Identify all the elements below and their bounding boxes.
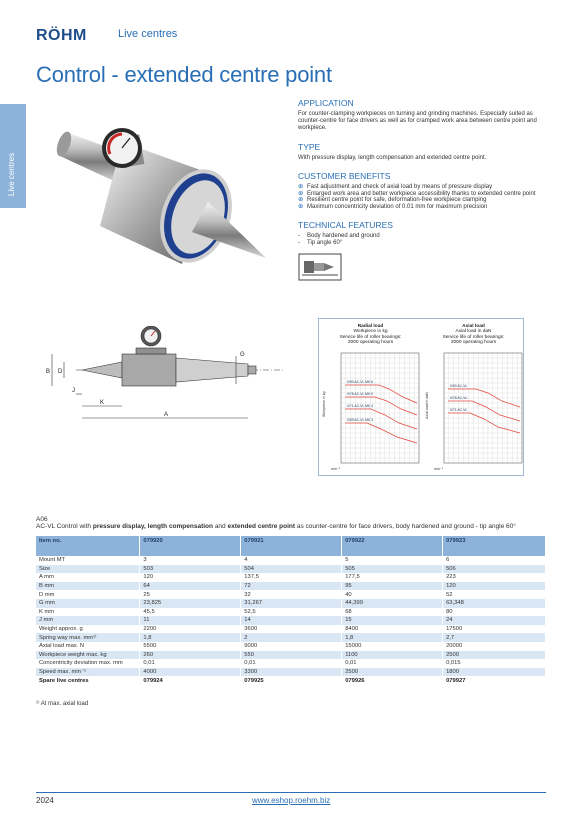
value-cell: 0,01	[342, 659, 443, 668]
table-row	[36, 642, 546, 651]
application-text: For counter-clamping workpieces on turning and grinding machines. Especially suited as counter-centre for face drivers as well as for cramped work area between centre point and workpiece.	[298, 111, 537, 132]
value-cell: 44,399	[342, 599, 443, 608]
row-label-cell: Size	[36, 565, 140, 574]
value-cell: 80	[443, 608, 546, 617]
info-column	[298, 98, 548, 281]
benefit-item: ⊕ Enlarged work area and better workpiece accessibility thanks to extended centre point	[298, 189, 536, 197]
table-row	[36, 608, 546, 617]
svg-text:A: A	[164, 412, 169, 418]
svg-text:0/90 AC-VL MK 6: 0/90 AC-VL MK 6	[347, 380, 374, 384]
row-label-cell: G mm	[36, 599, 140, 608]
radial-chart-note2: 2000 operating hours	[347, 340, 394, 346]
radial-chart-note1: Service life of roller bearings:	[339, 334, 402, 340]
svg-text:D: D	[58, 369, 63, 375]
value-cell: 1,8	[140, 633, 241, 642]
svg-text:0/59 AC-VL MK 3: 0/59 AC-VL MK 3	[347, 418, 374, 422]
header-cell: 079920	[140, 536, 241, 556]
application-heading: APPLICATION	[298, 98, 354, 108]
svg-text:RÖHM: RÖHM	[36, 27, 87, 42]
plus-circle-icon: ⊕	[298, 196, 304, 204]
value-cell: 31,267	[241, 599, 342, 608]
page-title: Control - extended centre point	[36, 62, 332, 87]
plus-circle-icon: ⊕	[298, 203, 304, 211]
axial-chart-sub: Axial load in daN	[455, 329, 492, 335]
value-cell: 550	[241, 651, 342, 660]
table-description: AC-VL Control with pressure display, length compensation and extended centre point as counter-centre for face drivers, body hardened and ground - tip angle 60°	[36, 523, 516, 530]
value-cell: 506	[443, 565, 546, 574]
value-cell: 2	[241, 633, 342, 642]
value-cell: 1,8	[342, 633, 443, 642]
table-row	[36, 651, 546, 660]
svg-text:J: J	[72, 388, 75, 394]
header-cell: 079921	[241, 536, 342, 556]
plus-circle-icon: ⊕	[298, 189, 304, 197]
value-cell: 079925	[241, 676, 342, 685]
header-cell: 079922	[342, 536, 443, 556]
axial-chart-note1: Service life of roller bearings:	[442, 334, 505, 340]
row-label-cell: Axial load max. N	[36, 642, 140, 651]
table-row	[36, 659, 546, 668]
table-row	[36, 676, 546, 685]
type-heading: TYPE	[298, 141, 321, 152]
value-cell: 3300	[241, 668, 342, 677]
load-charts	[318, 318, 524, 476]
svg-text:0/78 AC-VL: 0/78 AC-VL	[450, 396, 468, 400]
value-cell: 079924	[140, 676, 241, 685]
benefit-item: ⊕ Resilient centre point for safe, deformation-free workpiece clamping	[298, 196, 487, 204]
value-cell: 079927	[443, 676, 546, 685]
table-footnote: ¹⁾ At max. axial load	[36, 701, 89, 707]
technical-heading: TECHNICAL FEATURES	[298, 220, 393, 230]
value-cell: 1800	[443, 668, 546, 677]
axial-chart-title: Axial load	[462, 324, 485, 329]
benefit-item: ⊕ Fast adjustment and check of axial load by means of pressure display	[298, 182, 493, 190]
row-label-cell: Spare live centres	[36, 676, 140, 685]
value-cell: 260	[140, 651, 241, 660]
svg-text:0/90 AC-VL: 0/90 AC-VL	[450, 384, 468, 388]
header-category: Live centres	[118, 28, 178, 40]
row-label-cell: Mount MT	[36, 556, 140, 565]
radial-load-chart	[319, 319, 422, 475]
dimension-drawing	[36, 326, 286, 426]
value-cell: 9000	[241, 642, 342, 651]
value-cell: 0,01	[140, 659, 241, 668]
axial-chart-note2: 2000 operating hours	[450, 340, 497, 346]
table-row	[36, 668, 546, 677]
spec-table	[36, 536, 546, 685]
value-cell: 2200	[140, 625, 241, 634]
row-label-cell: Speed max. min⁻¹	[36, 668, 140, 677]
value-cell: 14	[241, 616, 342, 625]
value-cell: 32	[241, 590, 342, 599]
value-cell: 2500	[342, 668, 443, 677]
value-cell: 15000	[342, 642, 443, 651]
svg-text:Axial load in daN: Axial load in daN	[425, 392, 429, 419]
table-row	[36, 565, 546, 574]
svg-text:0/71 AC-VL MK 4: 0/71 AC-VL MK 4	[347, 404, 374, 408]
row-label-cell: Weight approx. g	[36, 625, 140, 634]
benefits-heading: CUSTOMER BENEFITS	[298, 170, 391, 181]
table-row	[36, 556, 546, 565]
side-tab-label: Live centres	[7, 152, 16, 196]
value-cell: 95	[342, 582, 443, 591]
side-tab-live-centres[interactable]	[0, 104, 26, 208]
row-label-cell: J mm	[36, 616, 140, 625]
header-cell: 079923	[443, 536, 546, 556]
value-cell: 6	[443, 556, 546, 565]
footer-divider	[36, 792, 546, 793]
value-cell: 137,5	[241, 573, 342, 582]
value-cell: 15	[342, 616, 443, 625]
value-cell: 504	[241, 565, 342, 574]
value-cell: 23,825	[140, 599, 241, 608]
radial-chart-title: Radial load	[357, 324, 384, 329]
radial-chart-sub: Workpiece in kg	[353, 329, 388, 335]
table-row	[36, 625, 546, 634]
value-cell: 11	[140, 616, 241, 625]
svg-text:K: K	[100, 400, 105, 406]
value-cell: 2500	[443, 651, 546, 660]
benefit-item: ⊕ Maximum concentricity deviation of 0.01 mm for maximum precision	[298, 203, 488, 211]
table-caption	[36, 516, 546, 531]
technical-item: - Body hardened and ground	[298, 233, 380, 239]
axial-load-chart	[422, 319, 525, 475]
value-cell: 17500	[443, 625, 546, 634]
row-label-cell: K mm	[36, 608, 140, 617]
svg-text:G: G	[240, 352, 245, 358]
technical-item: - Tip angle 60°	[298, 240, 343, 246]
value-cell: 72	[241, 582, 342, 591]
value-cell: 0,01	[241, 659, 342, 668]
table-row	[36, 582, 546, 591]
value-cell: 4000	[140, 668, 241, 677]
value-cell: 3	[140, 556, 241, 565]
plus-circle-icon: ⊕	[298, 182, 304, 190]
value-cell: 079926	[342, 676, 443, 685]
value-cell: 45,5	[140, 608, 241, 617]
svg-text:min⁻¹: min⁻¹	[434, 467, 443, 471]
value-cell: 64	[140, 582, 241, 591]
row-label-cell: Concentricity deviation max. mm	[36, 659, 140, 668]
value-cell: 1100	[342, 651, 443, 660]
value-cell: 24	[443, 616, 546, 625]
value-cell: 63,348	[443, 599, 546, 608]
svg-text:min⁻¹: min⁻¹	[331, 467, 340, 471]
header-cell: Item no.	[36, 536, 140, 556]
value-cell: 52,5	[241, 608, 342, 617]
value-cell: 0,015	[443, 659, 546, 668]
shop-link[interactable]: www.eshop.roehm.biz	[252, 796, 331, 805]
page-number: 2024	[36, 796, 54, 805]
table-row	[36, 616, 546, 625]
table-code: A06	[36, 516, 48, 523]
value-cell: 120	[443, 582, 546, 591]
value-cell: 505	[342, 565, 443, 574]
row-label-cell: B mm	[36, 582, 140, 591]
svg-text:Workpiece in kg: Workpiece in kg	[322, 391, 326, 417]
row-label-cell: D mm	[36, 590, 140, 599]
value-cell: 5500	[140, 642, 241, 651]
table-row	[36, 599, 546, 608]
value-cell: 20000	[443, 642, 546, 651]
value-cell: 5	[342, 556, 443, 565]
value-cell: 2,7	[443, 633, 546, 642]
value-cell: 503	[140, 565, 241, 574]
value-cell: 68	[342, 608, 443, 617]
value-cell: 120	[140, 573, 241, 582]
value-cell: 4	[241, 556, 342, 565]
benefits-list	[298, 184, 548, 211]
value-cell: 8400	[342, 625, 443, 634]
value-cell: 177,5	[342, 573, 443, 582]
table-header-row	[36, 536, 546, 556]
svg-text:0/71 AC-VL: 0/71 AC-VL	[450, 408, 468, 412]
svg-text:0/78 AC-VL MK 5: 0/78 AC-VL MK 5	[347, 392, 374, 396]
value-cell: 3600	[241, 625, 342, 634]
value-cell: 25	[140, 590, 241, 599]
type-text: With pressure display, length compensation and extended centre point.	[298, 154, 487, 161]
table-row	[36, 633, 546, 642]
value-cell: 52	[443, 590, 546, 599]
roehm-logo	[36, 26, 100, 42]
row-label-cell: Workpiece weight max. kg	[36, 651, 140, 660]
table-row	[36, 573, 546, 582]
technical-list	[298, 233, 548, 247]
row-label-cell: A mm	[36, 573, 140, 582]
centre-point-icon	[298, 253, 342, 281]
table-row	[36, 590, 546, 599]
row-label-cell: Spring way max. mm¹⁾	[36, 633, 140, 642]
product-image	[56, 92, 280, 282]
value-cell: 40	[342, 590, 443, 599]
svg-text:B: B	[46, 369, 51, 375]
value-cell: 223	[443, 573, 546, 582]
